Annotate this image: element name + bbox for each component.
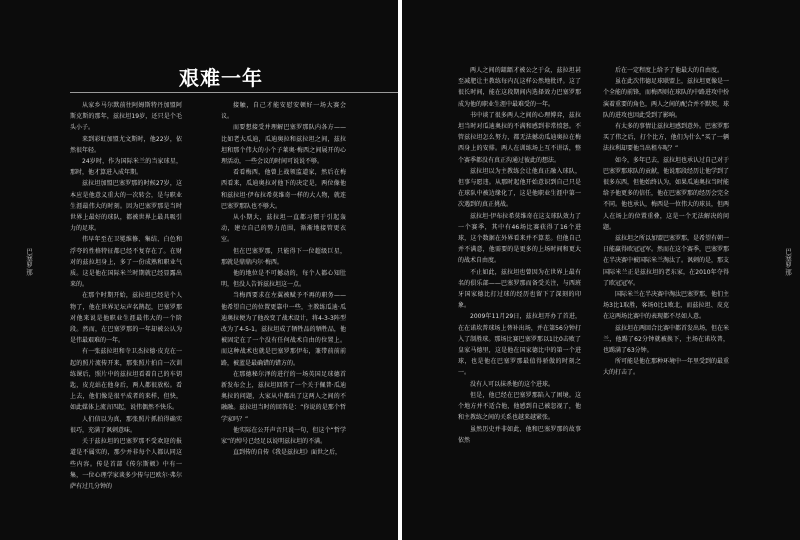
paragraph: 来到彩虹加盟尤文斯时，他22岁，依然很年轻。 (70, 135, 182, 154)
paragraph: 两人之间的龃龉才被公之于众，兹拉坦甚至减肥让主教练每内瓦这样公然地批评。这了很长时间，能在这段期间内选择效力巴塞罗那成为他的职业生涯中最难受的一年。 (458, 67, 581, 108)
paragraph: 虽在此次伟德足球联盟上，兹拉坦更像是一个全能的前锋，而梅西则在球队的中路进攻中扮演着重要的角色，两人之间的配合并不默契，球队的进攻也因此受到了影响。 (603, 78, 730, 119)
paragraph: 他的地位是不可撼动的，每个人都心知肚明，但没人告诉兹拉坦这一点。 (221, 270, 346, 289)
paragraph: 虽然历史并非如此，他和巴塞罗那的故事依然 (458, 425, 581, 444)
paragraph: 书中谈了很多两人之间的心理博弈，兹拉坦当时对瓜迪奥拉的不满和感到非常愤怒。不管兹拉坦怎么努力，都无法撼动瓜迪奥拉在梅西身上的安排。两人在训练场上互不讲话，整个赛季都没有真正沟通过彼此的想法。 (458, 111, 581, 164)
paragraph: 2009年11月29日，兹拉坦开办了首进，在在诺坎普球场上替补出场，并在第56分钟打入了制胜球。那场比赛巴塞罗那以1比0击败了皇家马德里，这是他在国家德比中的第一个进球，也是他在巴塞罗那最值得骄傲的时刻之一。 (458, 313, 581, 377)
running-head-right: 巴塞罗那 (784, 248, 792, 276)
paragraph: 所可能是他在那种环境中一年里受到的最重大的打击了。 (603, 358, 730, 377)
paragraph: 后在一定程度上给予了他最大的自由度。 (615, 67, 724, 74)
paragraph: 国际米兰在半决赛中淘汰巴塞罗那，他们主场3比1取胜，客场0比1败北，而兹拉坦、皮克在这两场比赛中的表现都不尽如人意。 (603, 291, 730, 321)
paragraph: 如今，多年已去，兹拉坦也承认过自己对于巴塞罗那球队的贡献，他说那段经历让他学到了很多东西，但他始终认为，如果瓜迪奥拉当时能给予他更多的信任，他在巴塞罗那的经历会完全不同。他也承认，梅西是一位伟大的球员，但两人在场上的位置重叠，这是一个无法解决的问题。 (603, 156, 730, 231)
right-page (402, 0, 800, 540)
paragraph: 当梅西要求在左翼被赋予不再的职务——他希望自己的位置更靠中一些，主教练瓜迪·瓜迪奥拉便为了他改变了战术设计，将4-3-3阵型改为了4-5-1。兹拉坦成了牺牲品的牺牲品，他被固定在了一个没有任何战术自由的位置上。而这种战术也就是巴塞罗那伊布，兼带前前前路，被蓝是最确错的错方的。 (221, 292, 346, 367)
text-column-4 (603, 65, 729, 379)
running-head-left: 巴塞罗那 (25, 248, 33, 276)
paragraph: 有一张兹拉坦和寺卫杰拉德·皮克在一起的照片流传开来，那张照片拍自一次训练课后，照片中的兹拉坦看着自己的车钥匙，皮克站在他身后，两人都很放松。看上去，他们像是很平成者的来样，但快，如此媒体上流言四起，说伟偶然不快乐。 (70, 348, 182, 412)
paragraph: 关于兹拉坦的巴塞罗那不受欢迎的报道是不属实的，那少并非每个人都认同这些内容。传是首部《传尔斯顿》中有一集，一位心理学家谈多少传与巴欧尔·弗尔萨有过几分钟的 (70, 438, 182, 490)
paragraph: 兹拉坦以为主教练会让他真正融入球队，但事与愿违。从那时起他开始意识到自己只是在球队中被边缘化了，这是他职业生涯中第一次遇到的真正挑战。 (458, 167, 581, 209)
paragraph: 看看梅西，他曾上战领监道家，然后在梅西看来，瓜迪奥拉对他下的决定是，两位像他和兹拉坦·伊布拉希莫维奇一样的大人物，就连巴塞罗那队也不够大。 (221, 169, 346, 210)
paragraph: 不止如此，兹拉坦也曾因为在世界上最有名的俱乐部——巴塞罗那而备受关注，与西班牙国家德比打过球的经历也留下了深刻的印象。 (458, 268, 581, 310)
chapter-title: 艰难一年 (179, 66, 263, 90)
text-column-2 (221, 100, 346, 459)
paragraph: 从小期大，兹拉坦一直都习惯于引起轰动，建立自己的势力范围，渐渐地接管更衣室。 (221, 214, 346, 244)
paragraph: 在那德秘尔泽的进行的一场英国足球德首新发布会上，兹拉坦回答了一个关于佩普·瓜迪奥拉的问题，大家从中都出了这两人之间的不融融。兹拉坦当时的回答是：“你说的是那个哲学家吗？” (221, 370, 346, 423)
paragraph: 兹拉坦在两回合比赛中都首发出场，但在米兰，他踢了62分钟就被换下，主场在诺坎普，也踢满了63分钟。 (603, 324, 730, 355)
paragraph: 但在巴塞罗那，只能得下一位超级巨星，那就是鼎鼎内尔·梅西。 (221, 247, 346, 266)
paragraph: 直到传的自传《我是兹拉坦》面世之后， (233, 449, 342, 457)
paragraph: 从家乡马尔默前往阿姆斯特丹加盟阿斯克斯的那年，兹拉坦19岁，还只是个毛头小子。 (70, 102, 182, 132)
left-page (0, 0, 398, 540)
paragraph: 人们信以为真，那张照片抓拍得确实很巧，充满了讽刺意味。 (70, 415, 182, 434)
paragraph: 伟早年至在卫冕维修、集结、白色和浮夸的性格特征都已经不复存在了。在财对的兹拉坦身上，多了一份成熟和职业气质。这是他在国际米兰时期就已经显露出来的。 (70, 236, 182, 289)
text-column-3 (458, 65, 581, 446)
paragraph: 兹拉坦·伊布拉希莫维奇在这支球队效力了一个赛季，其中有46场比赛获得了16个进球，这个数据在外界看来并不算差。但他自己并不满意，他需要的是更多的上场时间和更大的战术自由度。 (458, 212, 581, 265)
paragraph: 在那个时期开始，兹拉坦已经是个人物了，他在世界足坛声名鹊起，巴塞罗那对他来说是他职业生涯最伟大的一个阶段。然而，在巴塞罗那的一年却被公认为是伟最艰难的一年。 (70, 292, 182, 345)
title-divider (70, 92, 398, 93)
paragraph: 接触，自己才能安慰安顿好一场大赛会议。 (221, 102, 346, 121)
paragraph: 兹拉坦之所以加盟巴塞罗那，是希望有朝一日能赢得欧冠冠军。然而在这个赛季，巴塞罗那在半决赛中被国际米兰淘汰了。讽刺的是，那支国际米兰正是兹拉坦的老东家，在2010年夺得了欧冠冠军。 (603, 235, 730, 287)
text-column-1 (70, 100, 182, 492)
paragraph: 他实际在公开声音只说一句，但这个“哲学家”的绰号已经足以说明兹拉坦的不满。 (221, 426, 346, 446)
paragraph: 没有人可以抹杀他的这个进球。 (470, 380, 555, 388)
paragraph: 而要想接受并理解巴塞罗那队内各方——比如老大瓜迪，瓜迪奥拉和兹拉坦之间，兹拉坦和那个伟大的小个子莱奥·梅西之间展开的心理活动，一些会议的时间可说说不够。 (221, 124, 346, 166)
paragraph: 24岁时，作为国际米兰的当家球星，那时，他才算进入成年期。 (70, 158, 182, 177)
paragraph: 有太多的事情让兹拉坦感到意外。巴塞罗那买了伟之后，打个比方，他们为什么“买了一辆法拉利却要他当出租车呢？” (603, 123, 730, 153)
paragraph: 兹拉坦加盟巴塞罗那的时候27岁，这本应是他意义重大的一次转会，是与职业生涯最伟大的时刻。因为巴塞罗那是当时世界上最好的球队，都被世界上最具吸引力的足球。 (70, 180, 182, 233)
paragraph: 但是，他已经在巴塞罗那陷入了困境。这个地方并不适合他，他感到自己被忽视了，他和主教练之间的关系也越来越紧张。 (458, 391, 581, 422)
